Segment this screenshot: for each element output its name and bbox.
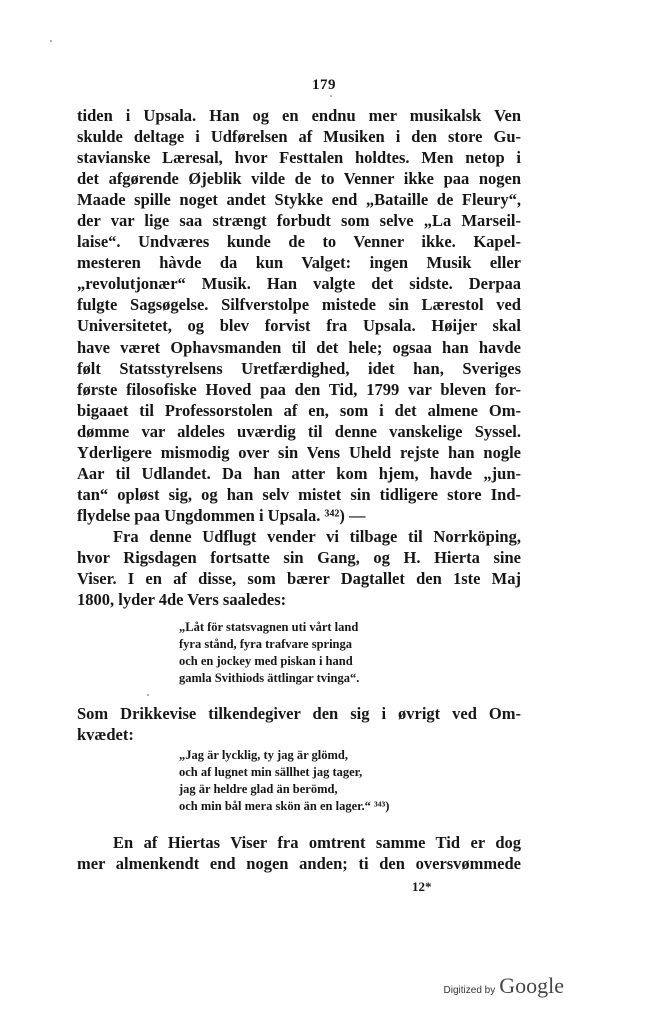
text-line: mesteren hàvde da kun Valget: ingen Musik eller — [77, 253, 521, 273]
text-line: Fra denne Udflugt vender vi tilbage til Norrköping, — [113, 527, 521, 546]
verse-line: och af lugnet min sällhet jag tager, — [179, 765, 363, 779]
text-line: 1800, lyder 4de Vers saaledes: — [77, 590, 287, 610]
digitized-label: Digitized by — [443, 985, 496, 996]
paragraph-4 — [77, 832, 521, 874]
text-line: tan“ opløst sig, og han selv mistet sin tidligere store Ind- — [77, 484, 521, 504]
verse-line: „Jag är lycklig, ty jag är glömd, — [179, 748, 348, 762]
verse-1 — [179, 619, 439, 687]
verse-line: gamla Svithiods ättlingar tvinga“. — [179, 671, 360, 685]
text-line: Universitetet, og blev forvist fra Upsala. Høijer skal — [77, 316, 521, 336]
text-line: Som Drikkevise tilkendegiver den sig i øvrigt ved Om- — [77, 704, 521, 723]
text-line: have været Ophavsmanden til det hele; ogsaa han havde — [77, 337, 521, 357]
paragraph-1 — [77, 105, 521, 526]
text-line: skulde deltage i Udførelsen af Musiken i den store Gu- — [77, 127, 521, 147]
print-speck — [50, 40, 52, 42]
text-line: Viser. I en af disse, som bærer Dagtallet den 1ste Maj — [77, 569, 521, 589]
text-line: bigaaet til Professorstolen af en, som i det almene Om- — [77, 400, 521, 420]
text-line: der var lige saa strængt forbudt som selve „La Marseil- — [77, 211, 521, 231]
text-line: dømme var aldeles uværdig til denne vanskelige Syssel. — [77, 421, 521, 441]
text-line: tiden i Upsala. Han og en endnu mer musikalsk Ven — [77, 106, 521, 125]
text-line: Aar til Udlandet. Da han atter kom hjem, havde „jun- — [77, 463, 521, 483]
text-line: fulgte Sagsøgelse. Silfverstolpe mistede sin Lærestol ved — [77, 295, 521, 315]
verse-line: och min bål mera skön än en lager.“ ³⁴³) — [179, 799, 390, 813]
print-speck — [147, 694, 149, 696]
text-line: flydelse paa Ungdommen i Upsala. ³⁴²) — — [77, 505, 366, 525]
print-speck — [330, 95, 332, 97]
text-line: stavianske Læresal, hvor Festtalen holdtes. Men netop i — [77, 148, 521, 168]
signature-mark: 12* — [412, 879, 432, 894]
paragraph-2 — [77, 526, 521, 610]
verse-line: och en jockey med piskan i hand — [179, 654, 353, 668]
verse-line: fyra stånd, fyra trafvare springa — [179, 637, 353, 651]
text-line: kvædet: — [77, 725, 134, 745]
text-line: En af Hiertas Viser fra omtrent samme Tid er dog — [113, 833, 521, 852]
verse-line: jag är heldre glad än berömd, — [179, 782, 338, 796]
text-line: hvor Rigsdagen fortsatte sin Gang, og H. Hierta sine — [77, 548, 521, 568]
text-line: mer almenkendt end nogen anden; ti den oversvømmede — [77, 854, 521, 874]
text-line: Maade spille noget andet Stykke end „Bataille de Fleury“, — [77, 190, 521, 210]
verse-line: „Låt för statsvagnen uti vårt land — [179, 620, 359, 634]
text-line: følt Statsstyrelsens Uretfærdighed, idet han, Sveriges — [77, 358, 521, 378]
paragraph-3 — [77, 703, 521, 745]
text-line: første filosofiske Hoved paa den Tid, 1799 var bleven for- — [77, 379, 521, 399]
text-line: laise“. Undværes kunde de to Venner ikke. Kapel- — [77, 232, 521, 252]
page-number: 179 — [312, 77, 336, 93]
google-logo: Google — [499, 973, 564, 998]
digitized-watermark — [444, 973, 564, 999]
verse-2 — [179, 747, 439, 815]
text-line: det afgørende Øjeblik vilde de to Venner ikke paa nogen — [77, 169, 521, 189]
text-line: Yderligere mismodig over sin Vens Uheld rejste han nogle — [77, 442, 521, 462]
text-line: „revolutjonær“ Musik. Han valgte det sidste. Derpaa — [77, 274, 521, 294]
